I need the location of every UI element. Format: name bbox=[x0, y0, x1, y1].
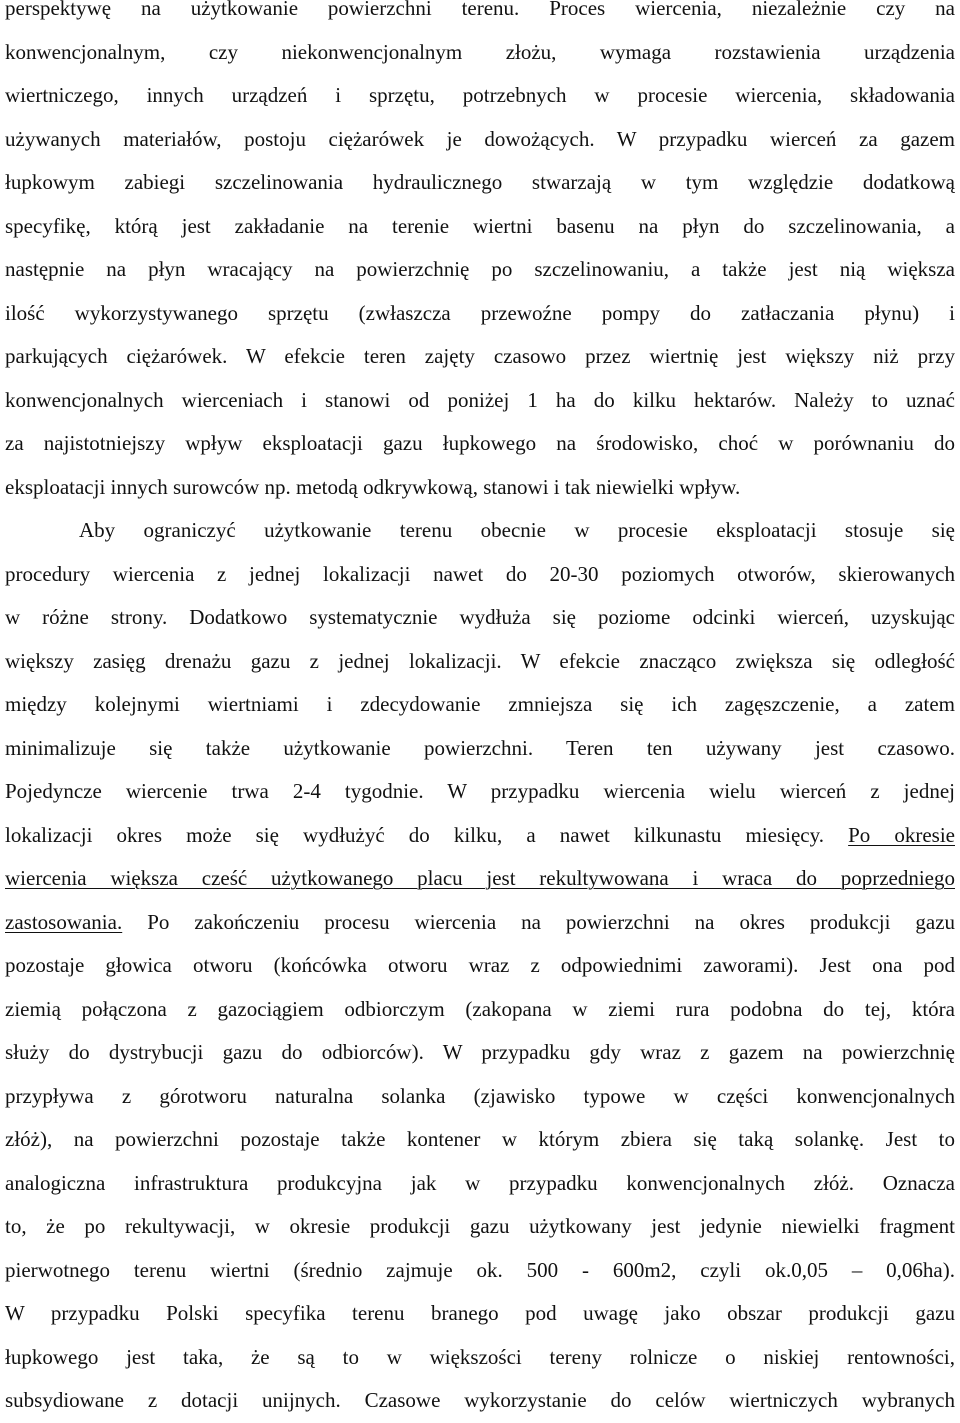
text-line bbox=[5, 857, 955, 901]
text-line: pierwotnego terenu wiertni (średnio zajmuje ok. 500 - 600m2, czyli ok.0,05 – 0,06ha). bbox=[5, 1257, 955, 1282]
text-line: minimalizuje się także użytkowanie powierzchni. Teren ten używany jest czasowo. bbox=[5, 735, 955, 760]
text-line: parkujących ciężarówek. W efekcie teren zajęty czasowo przez wiertnię jest większy niż przy bbox=[5, 344, 955, 368]
text-line: w różne strony. Dodatkowo systematycznie wydłuża się poziome odcinki wierceń, uzyskując bbox=[5, 605, 955, 629]
underlined-text: Po okresie bbox=[848, 822, 955, 847]
text-line: Pojedyncze wiercenie trwa 2-4 tygodnie. W przypadku wiercenia wielu wierceń z jednej bbox=[5, 779, 955, 803]
text-line: konwencjonalnym, czy niekonwencjonalnym złożu, wymaga rozstawienia urządzenia bbox=[5, 39, 955, 64]
text-line: większy zasięg drenażu gazu z jednej lokalizacji. W efekcie znacząco zwiększa się odległość bbox=[5, 648, 955, 673]
text-line: pozostaje głowica otworu (końcówka otworu wraz z odpowiednimi zaworami). Jest ona pod bbox=[5, 953, 955, 977]
text-line: konwencjonalnych wierceniach i stanowi od poniżej 1 ha do kilku hektarów. Należy to uznać bbox=[5, 387, 955, 412]
text-line: służy do dystrybucji gazu do odbiorców). W przypadku gdy wraz z gazem na powierzchnię bbox=[5, 1040, 955, 1064]
text-line: wiertniczego, innych urządzeń i sprzętu, potrzebnych w procesie wiercenia, składowania bbox=[5, 83, 955, 107]
text-line: perspektywę na użytkowanie powierzchni terenu. Proces wiercenia, niezależnie czy na bbox=[5, 0, 955, 20]
text-segment: Po zakończeniu procesu wiercenia na powierzchni na okres produkcji gazu bbox=[147, 909, 955, 934]
text-line: eksploatacji innych surowców np. metodą odkrywkową, stanowi i tak niewielki wpływ. bbox=[5, 474, 741, 499]
text-segment: lokalizacji okres może się wydłużyć do kilku, a nawet kilkunastu miesięcy. bbox=[5, 822, 825, 847]
text-line: za najistotniejszy wpływ eksploatacji gazu łupkowego na środowisko, choć w porównaniu do bbox=[5, 431, 955, 455]
text-line: między kolejnymi wiertniami i zdecydowanie zmniejsza się ich zagęszczenie, a zatem bbox=[5, 692, 955, 716]
text-line: procedury wiercenia z jednej lokalizacji nawet do 20-30 poziomych otworów, skierowanych bbox=[5, 561, 955, 586]
text-line bbox=[5, 901, 955, 945]
text-line: to, że po rekultywacji, w okresie produkcji gazu użytkowany jest jedynie niewielki fragment bbox=[5, 1214, 955, 1238]
text-line: używanych materiałów, postoju ciężarówek je dowożących. W przypadku wierceń za gazem bbox=[5, 126, 955, 151]
text-line bbox=[5, 814, 955, 858]
text-line: Aby ograniczyć użytkowanie terenu obecnie w procesie eksploatacji stosuje się bbox=[79, 518, 955, 542]
text-line: łupkowym zabiegi szczelinowania hydraulicznego stwarzają w tym względzie dodatkową bbox=[5, 170, 955, 194]
paragraph-1 bbox=[5, 0, 955, 509]
text-line: ziemią połączona z gazociągiem odbiorczym (zakopana w ziemi rura podobna do tej, która bbox=[5, 996, 955, 1021]
text-line: specyfikę, którą jest zakładanie na terenie wiertni basenu na płyn do szczelinowania, a bbox=[5, 213, 955, 238]
underlined-text: wiercenia większa cześć użytkowanego placu jest rekultywowana i wraca do poprzedniego bbox=[5, 866, 955, 890]
text-line: przypływa z górotworu naturalna solanka (zjawisko typowe w części konwencjonalnych bbox=[5, 1083, 955, 1108]
text-line: analogiczna infrastruktura produkcyjna jak w przypadku konwencjonalnych złóż. Oznacza bbox=[5, 1170, 955, 1195]
text-line: ilość wykorzystywanego sprzętu (zwłaszcza przewoźne pompy do zatłaczania płynu) i bbox=[5, 300, 955, 325]
text-line: następnie na płyn wracający na powierzchnię po szczelinowaniu, a także jest nią większa bbox=[5, 257, 955, 281]
paragraph-2 bbox=[5, 509, 955, 1423]
underlined-text: zastosowania. bbox=[5, 909, 123, 934]
text-line: łupkowego jest taka, że są to w większości tereny rolnicze o niskiej rentowności, bbox=[5, 1344, 955, 1369]
text-line: złóż), na powierzchni pozostaje także kontener w którym zbiera się taką solankę. Jest to bbox=[5, 1127, 955, 1151]
text-line: W przypadku Polski specyfika terenu branego pod uwagę jako obszar produkcji gazu bbox=[5, 1301, 955, 1325]
document-page bbox=[5, 0, 955, 1423]
text-line: subsydiowane z dotacji unijnych. Czasowe wykorzystanie do celów wiertniczych wybranych bbox=[5, 1388, 955, 1412]
